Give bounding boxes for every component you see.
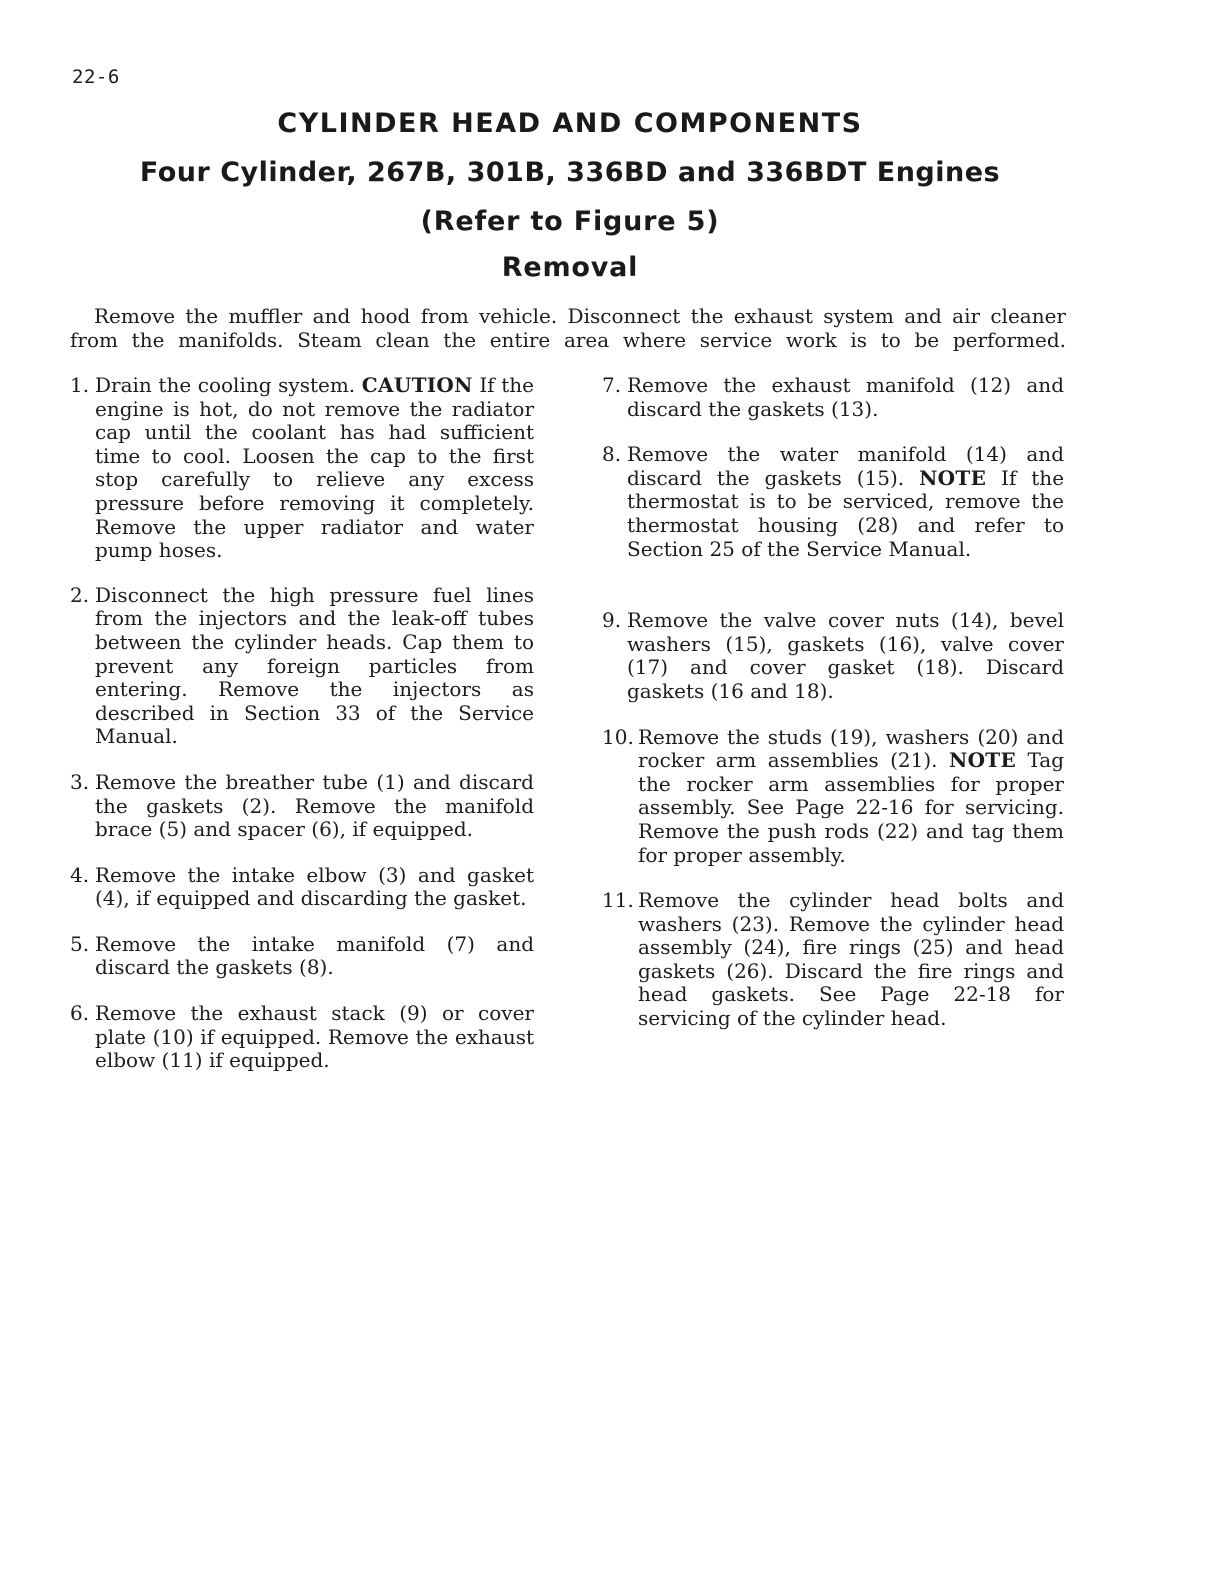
step-text: Remove the intake elbow (3) and gasket (4), if equipped and discarding the gasket.	[95, 862, 534, 911]
step-number: 11.	[602, 888, 634, 913]
intro-text: Remove the muffler and hood from vehicle. Disconnect the exhaust system and air cleaner from the manifolds. Steam clean the entire area where service work is to be performed.	[70, 304, 1066, 352]
step-6	[70, 1002, 534, 1073]
page-title: CYLINDER HEAD AND COMPONENTS	[277, 108, 863, 139]
step-text	[627, 443, 1064, 561]
step-text: Remove the valve cover nuts (14), bevel washers (15), gaskets (16), valve cover (17) and cover gasket (18). Discard gaskets (16 and 18).	[627, 608, 1064, 703]
step-number: 2.	[70, 582, 90, 607]
step-number: 10.	[602, 724, 634, 749]
step-number: 4.	[70, 862, 90, 887]
step-note: If the engine is hot, do not remove the radiator cap until the coolant has had sufficient time to cool. Loosen the cap to the first stop carefully to relieve any excess pressure before removing it completely. Remove the upper radiator and water pump hoses.	[95, 373, 535, 563]
step-number: 7.	[602, 373, 622, 397]
step-text: Disconnect the high pressure fuel lines from the injectors and the leak-off tubes between the cylinder heads. Cap them to prevent any foreign particles from entering. Remove the injectors as described in Section 33 of the Service Manual.	[95, 582, 534, 749]
left-column	[70, 374, 534, 1073]
step-3	[70, 771, 534, 842]
page-subtitle: Four Cylinder, 267B, 301B, 336BD and 336BDT Engines	[139, 157, 1001, 188]
step-9	[602, 609, 1064, 703]
step-number: 8.	[602, 442, 622, 467]
intro-paragraph	[70, 304, 1066, 352]
step-text: Remove the exhaust manifold (12) and discard the gaskets (13).	[627, 373, 1064, 421]
caution-label: CAUTION	[361, 373, 473, 397]
step-text	[638, 726, 1064, 868]
step-number: 6.	[70, 1001, 90, 1026]
step-10	[602, 726, 1064, 868]
step-text: Remove the breather tube (1) and discard the gaskets (2). Remove the manifold brace (5) and spacer (6), if equipped.	[95, 769, 534, 842]
step-number: 9.	[602, 608, 622, 633]
figure-reference: (Refer to Figure 5)	[420, 206, 720, 237]
note-label: NOTE	[949, 748, 1017, 773]
note-label: NOTE	[919, 465, 987, 490]
step-number: 5.	[70, 931, 90, 956]
step-instruction: Drain the cooling system.	[95, 373, 356, 397]
step-number: 1.	[70, 373, 90, 397]
page-number: 22-6	[72, 66, 120, 88]
step-8	[602, 443, 1064, 561]
step-note: If the thermostat is to be serviced, remove the thermostat housing (28) and refer to Section 25 of the Service Manual.	[627, 465, 1065, 561]
step-11	[602, 889, 1064, 1031]
step-7	[602, 374, 1064, 421]
section-heading: Removal	[501, 252, 639, 283]
right-column	[602, 374, 1064, 1031]
step-5	[70, 933, 534, 980]
step-text: Remove the intake manifold (7) and discard the gaskets (8).	[95, 931, 534, 980]
step-2	[70, 584, 534, 749]
step-number: 3.	[70, 769, 90, 794]
step-note: Tag the rocker arm assemblies for proper assembly. See Page 22-16 for servicing. Remove the push rods (22) and tag them for proper assembly.	[638, 748, 1065, 867]
step-instruction: Remove the studs (19), washers (20) and rocker arm assemblies (21).	[638, 724, 1064, 773]
step-instruction: Remove the water manifold (14) and discard the gaskets (15).	[627, 442, 1064, 490]
step-text	[95, 374, 534, 563]
step-1	[70, 374, 534, 563]
step-4	[70, 864, 534, 911]
step-text: Remove the exhaust stack (9) or cover plate (10) if equipped. Remove the exhaust elbow (11) if equipped.	[95, 1001, 534, 1073]
step-text: Remove the cylinder head bolts and washers (23). Remove the cylinder head assembly (24), fire rings (25) and head gaskets (26). Discard the fire rings and head gaskets. See Page 22-18 for servicing of the cylinder head.	[638, 888, 1064, 1031]
